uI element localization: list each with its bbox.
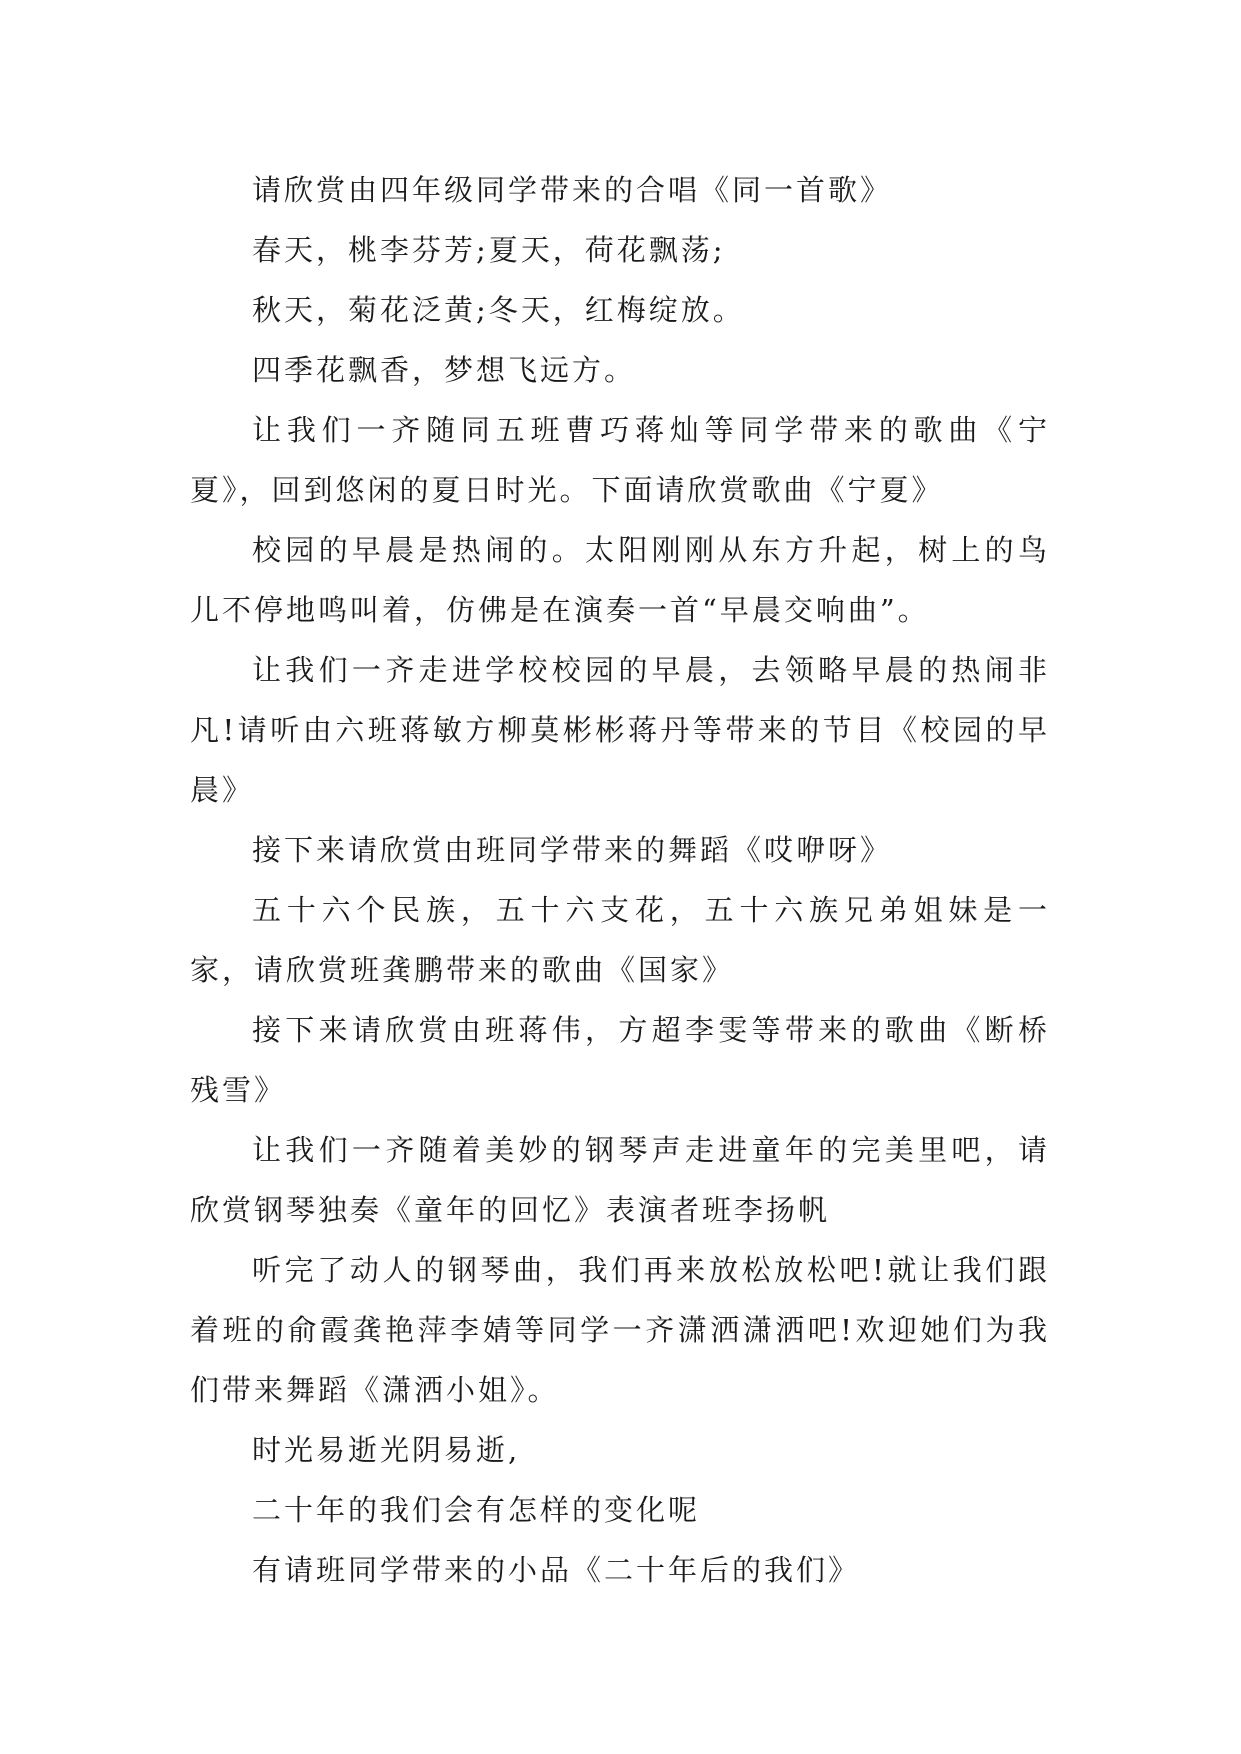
paragraph: 让我们一齐随同五班曹巧蒋灿等同学带来的歌曲《宁夏》，回到悠闲的夏日时光。下面请欣赏歌曲《宁夏》 <box>190 413 1050 507</box>
paragraph: 二十年的我们会有怎样的变化呢 <box>252 1493 701 1527</box>
paragraph: 四季花飘香，梦想飞远方。 <box>252 353 637 387</box>
document-body <box>190 160 1050 1600</box>
paragraph: 五十六个民族，五十六支花，五十六族兄弟姐妹是一家，请欣赏班龚鹏带来的歌曲《国家》 <box>190 893 1050 987</box>
paragraph: 校园的早晨是热闹的。太阳刚刚从东方升起，树上的鸟儿不停地鸣叫着，仿佛是在演奏一首“早晨交响曲”。 <box>190 533 1050 627</box>
paragraph: 让我们一齐随着美妙的钢琴声走进童年的完美里吧，请欣赏钢琴独奏《童年的回忆》表演者班李扬帆 <box>190 1133 1050 1227</box>
paragraph: 接下来请欣赏由班同学带来的舞蹈《哎咿呀》 <box>252 833 893 867</box>
paragraph: 接下来请欣赏由班蒋伟，方超李雯等带来的歌曲《断桥残雪》 <box>190 1013 1050 1107</box>
paragraph: 秋天，菊花泛黄;冬天，红梅绽放。 <box>252 293 745 327</box>
paragraph: 请欣赏由四年级同学带来的合唱《同一首歌》 <box>252 173 893 207</box>
paragraph: 让我们一齐走进学校校园的早晨，去领略早晨的热闹非凡!请听由六班蒋敏方柳莫彬彬蒋丹等带来的节目《校园的早晨》 <box>190 653 1050 807</box>
paragraph: 春天，桃李芬芳;夏天，荷花飘荡; <box>252 233 726 267</box>
paragraph: 时光易逝光阴易逝, <box>252 1433 521 1467</box>
paragraph: 有请班同学带来的小品《二十年后的我们》 <box>252 1553 861 1587</box>
paragraph: 听完了动人的钢琴曲，我们再来放松放松吧!就让我们跟着班的俞霞龚艳萍李婧等同学一齐潇洒潇洒吧!欢迎她们为我们带来舞蹈《潇洒小姐》。 <box>190 1253 1050 1407</box>
